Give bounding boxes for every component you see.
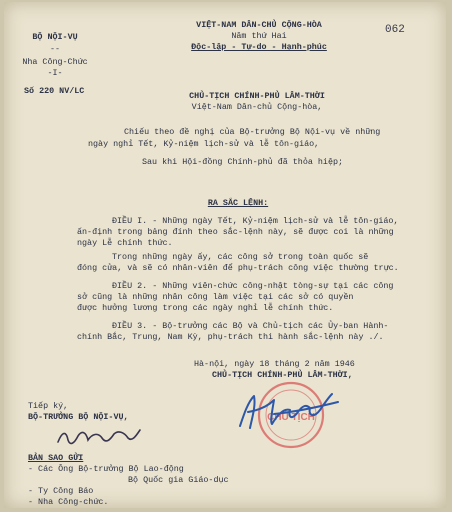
countersign-title: BỘ-TRƯỞNG BỘ NỘI-VỤ, <box>28 412 129 422</box>
separator: -I- <box>47 68 63 78</box>
issuer-country: Việt-Nam Dân-chủ Cộng-hòa, <box>191 102 323 112</box>
copy-recipient: Bộ Quốc gia Giáo-dục <box>128 475 229 485</box>
decree-heading: RA SẮC LỆNH: <box>207 198 269 208</box>
issuer-title: CHỦ-TỊCH CHÍNH-PHỦ LÂM-THỜI <box>189 91 325 101</box>
copy-recipient: - Các Ông Bộ-trưởng Bộ Lao-động <box>28 464 184 474</box>
document-page <box>4 2 446 508</box>
stamp-text: CHỦ TỊCH <box>267 412 315 423</box>
article-2-line: sở cũng là những nhân công làm việc tại các sở có quyền <box>77 292 354 302</box>
copies-heading: BẢN SAO GỬI <box>28 453 84 463</box>
document-number: Số 220 NV/LC <box>24 86 85 96</box>
office-name: Nha Công-Chức <box>22 57 88 67</box>
preamble-line: ngày nghỉ Tết, Kỷ-niệm lịch-sử và lễ tôn-giáo, <box>88 139 320 149</box>
minister-signature <box>54 422 144 452</box>
archive-number: 062 <box>385 24 405 36</box>
article-3-line: ĐIỀU 3. - Bộ-trưởng các Bộ và Chủ-tịch các Ủy-ban Hành- <box>112 321 389 331</box>
ministry-name: BỘ NỘI-VỤ <box>32 32 78 42</box>
article-1-line: đóng cửa, và sẽ có nhân-viên để phụ-trách công việc thường trực. <box>77 263 399 273</box>
motto: Độc-lập - Tự-do - Hạnh-phúc <box>191 42 327 52</box>
president-signature <box>234 384 344 434</box>
article-3-line: chính Bắc, Trung, Nam Kỳ, phụ-trách thi hành sắc-lệnh này ./. <box>77 332 384 342</box>
year-line: Năm thứ Hai <box>231 31 287 41</box>
country-name: VIỆT-NAM DÂN-CHỦ CỘNG-HÒA <box>196 20 322 30</box>
copy-recipient: - Ty Công Báo <box>28 486 94 496</box>
article-1-line: ĐIỀU I. - Những ngày Tết, Kỷ-niệm lịch-sử và lễ tôn-giáo, <box>112 216 399 226</box>
article-1-line: ấn-định trong bảng đính theo sắc-lệnh này, sẽ được coi là những <box>77 227 394 237</box>
countersign-label: Tiếp ký, <box>28 401 69 411</box>
article-2-line: được hưởng lương trong các ngày nghỉ lễ chính thức. <box>77 303 334 313</box>
article-1-line: ngày Lễ chính thức. <box>77 238 173 248</box>
preamble-line: Sau khi Hội-đồng Chính-phủ đã thỏa hiệp; <box>142 157 344 167</box>
date-line: Hà-nội, ngày 18 tháng 2 năm 1946 <box>194 359 355 369</box>
signatory-title: CHỦ-TỊCH CHÍNH-PHỦ LÂM-THỜI, <box>212 370 353 380</box>
article-1-line: Trong những ngày ấy, các công sở trong toàn quốc sẽ <box>112 252 369 262</box>
copy-recipient: - Nha Công-chức. <box>28 497 109 507</box>
separator: -- <box>49 44 61 54</box>
article-2-line: ĐIỀU 2. - Những viên-chức công-nhật tòng-sự tại các công <box>112 281 394 291</box>
preamble-line: Chiếu theo đề nghị của Bộ-trưởng Bộ Nội-vụ về những <box>124 127 381 137</box>
